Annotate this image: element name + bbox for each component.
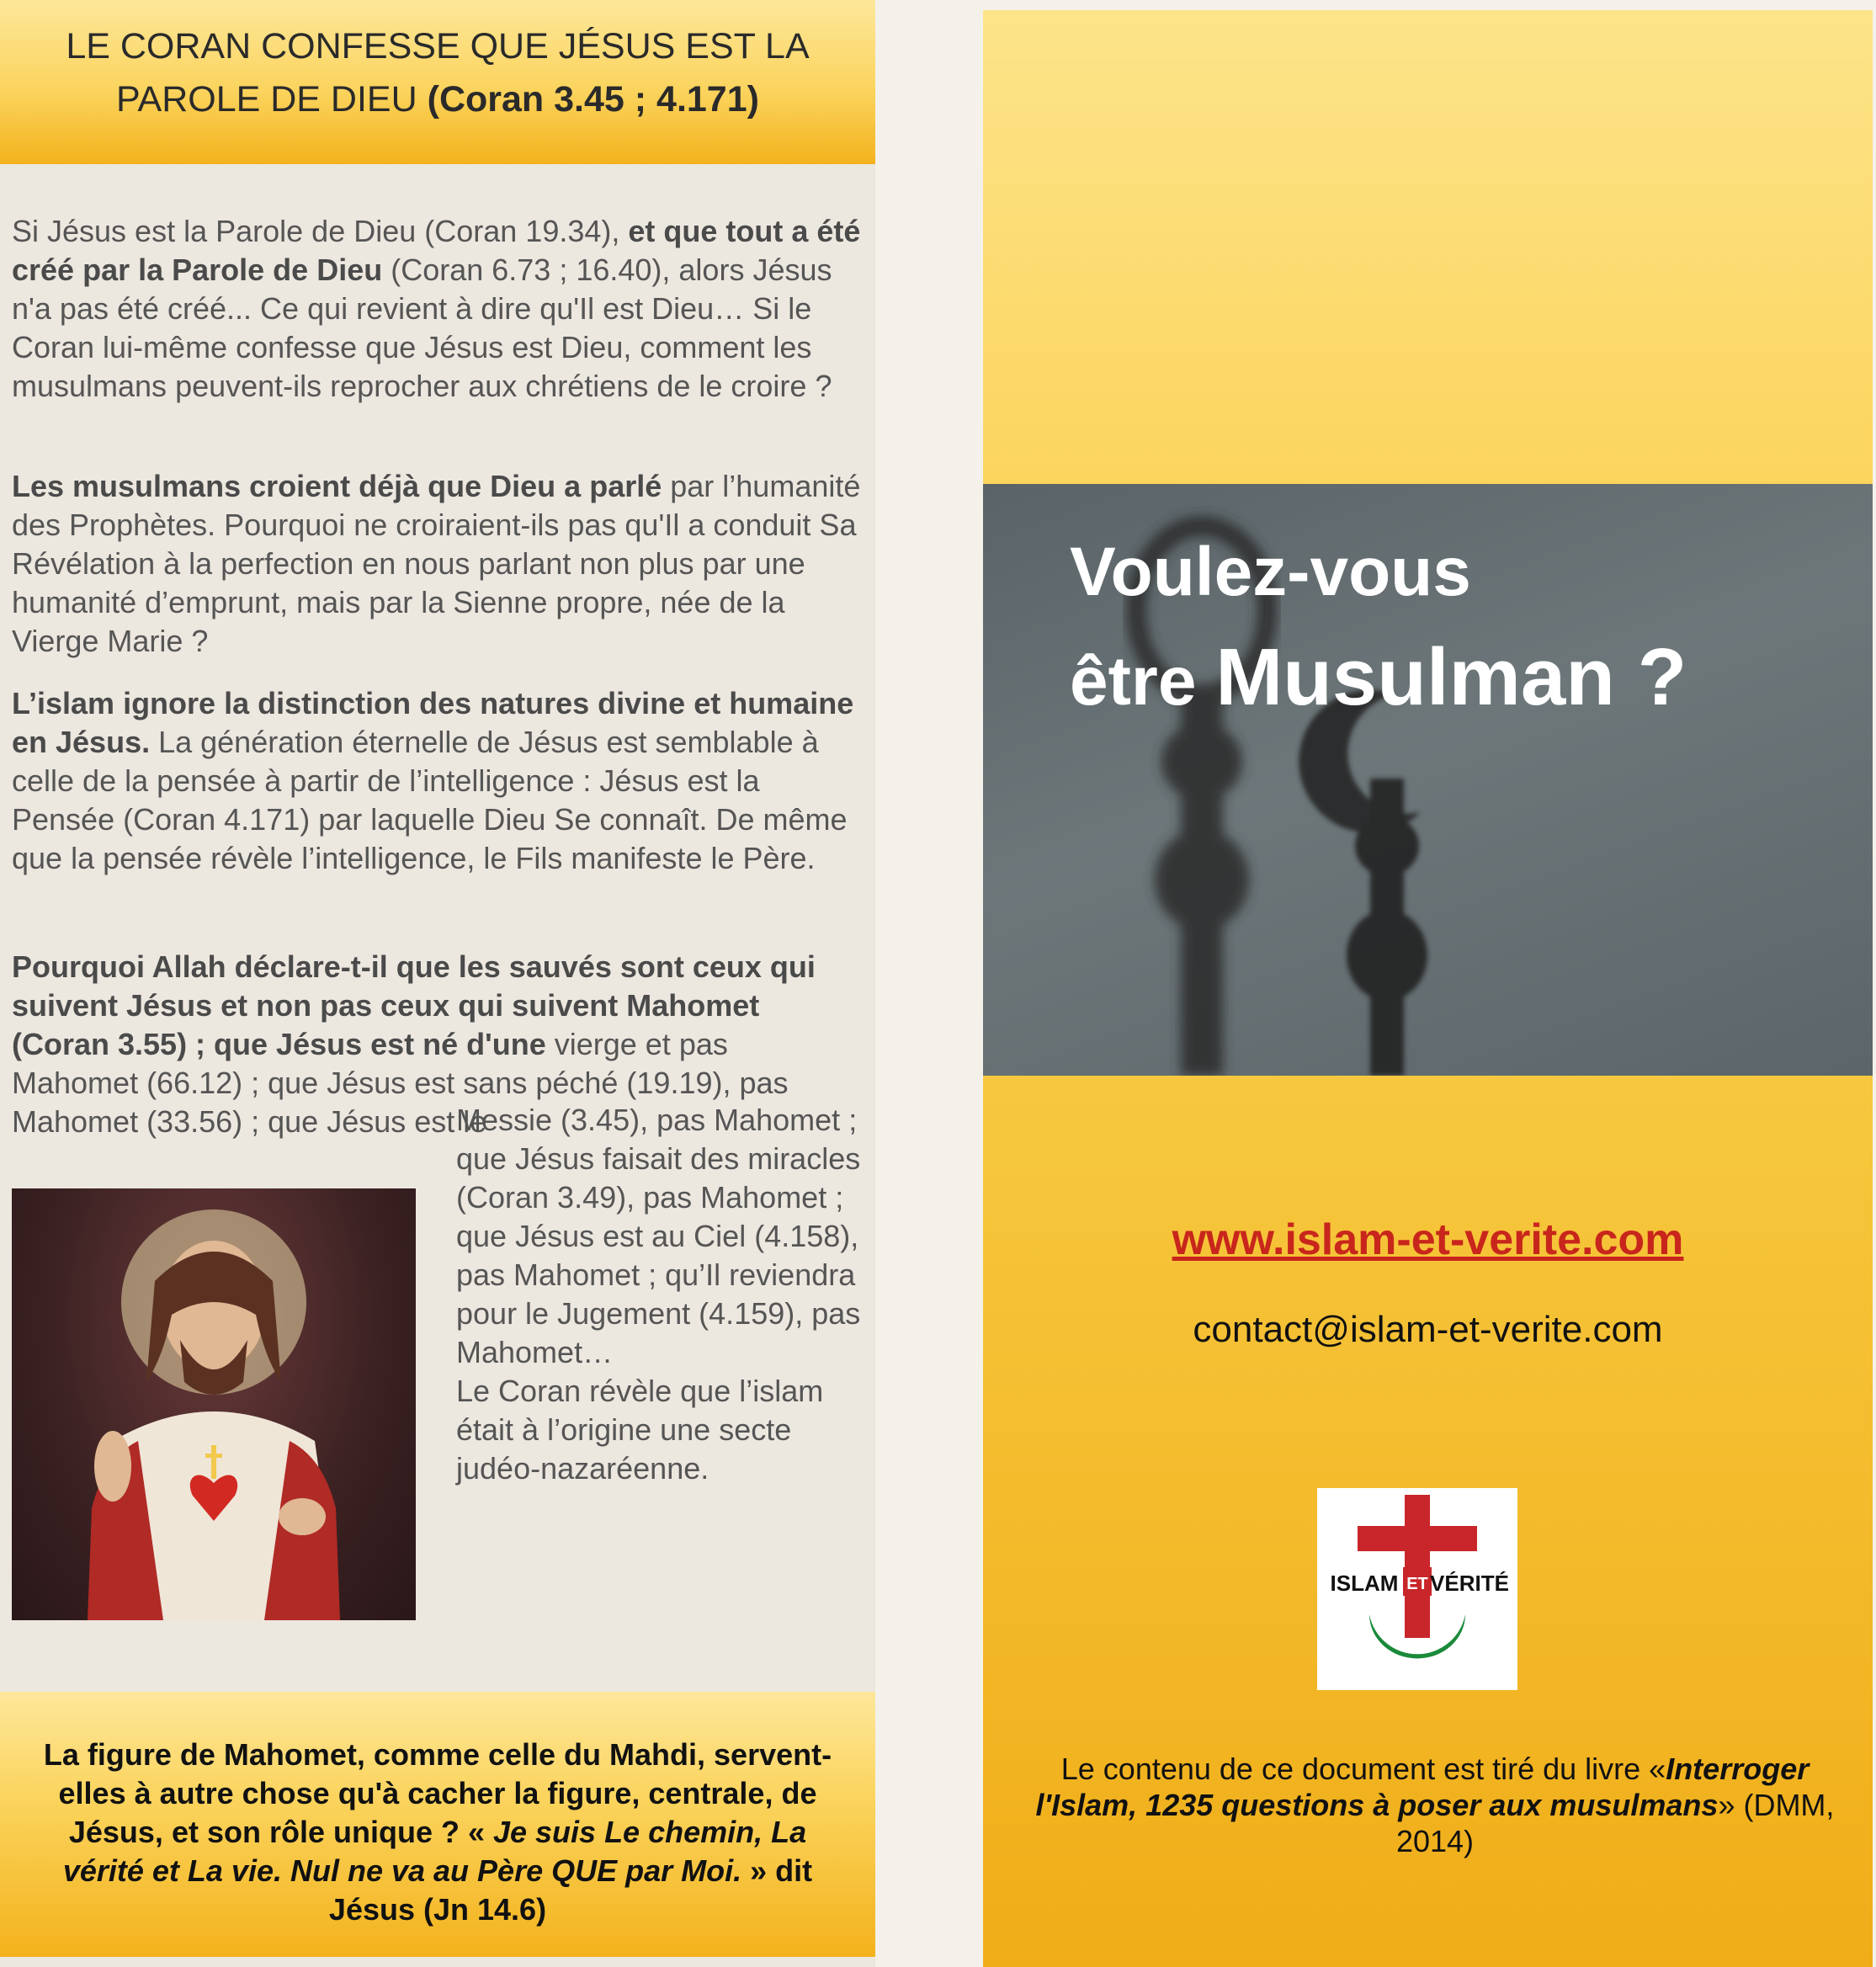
paragraph-prophetes: Les musulmans croient déjà que Dieu a parlé par l’humanité des Prophètes. Pourquoi ne croiraient-ils pas qu'Il a conduit Sa Révélation à la perfection en nous parlant non plus par une humanité d’emprunt, mais par la Sienne propre, née de la Vierge Marie ? [12, 469, 861, 658]
contact-email[interactable]: contact@islam-et-verite.com [1193, 1309, 1663, 1350]
moon-crescent-icon [1606, 736, 1729, 897]
logo-text-islam: ISLAM [1330, 1571, 1399, 1596]
cross-icon [1358, 1495, 1477, 1638]
website-link[interactable]: www.islam-et-verite.com [1172, 1215, 1684, 1264]
crescent-photo [983, 484, 1873, 1076]
left-header-title: LE CORAN CONFESSE QUE JÉSUS EST LA PAROLE DE DIEU (Coran 3.45 ; 4.171) [66, 26, 810, 120]
logo-text-et: ET [1406, 1575, 1428, 1593]
paragraph-parole: Si Jésus est la Parole de Dieu (Coran 19.34), et que tout a été créé par la Parole de Dieu (Coran 6.73 ; 16.40), alors Jésus n'a pas été créé... Ce qui revient à dire qu'Il est Dieu… Si le Coran lui-même confesse que Jésus est Dieu, comment les musulmans peuvent-ils reprocher aux chrétiens de le croire ? [12, 214, 861, 403]
left-footer [0, 1692, 875, 1957]
paragraph-pourquoi-allah: Pourquoi Allah déclare-t-il que les sauvés sont ceux qui suivent Jésus et non pas ceux qui suivent Mahomet (Coran 3.55) ; que Jésus est né d'une vierge et pas Mahomet (66.12) ; que Jésus est sans péché (19.19), pas Mahomet (33.56) ; que Jésus est le [12, 949, 816, 1139]
paragraph-natures: L’islam ignore la distinction des natures divine et humaine en Jésus. La génération éternelle de Jésus est semblable à celle de la pensée à partir de l’intelligence : Jésus est la Pensée (Coran 4.171) par laquelle Dieu Se connaît. De même que la pensée révèle l’intelligence, le Fils manifeste le Père. [12, 686, 854, 875]
sacred-heart-image [12, 1188, 416, 1620]
footer-quote: La figure de Mahomet, comme celle du Mahdi, servent-elles à autre chose qu'à cacher la figure, centrale, de Jésus, et son rôle unique ? « Je suis Le chemin, La vérité et La vie. Nul ne va au Père QUE par Moi. » dit Jésus (Jn 14.6) [43, 1737, 832, 1927]
left-header [0, 0, 875, 164]
islam-et-verite-logo [1317, 1488, 1517, 1690]
logo-text-verite: VÉRITÉ [1430, 1571, 1509, 1596]
source-note: Le contenu de ce document est tiré du livre «Interroger l'Islam, 1235 questions à poser aux musulmans» (DMM, 2014) [1035, 1752, 1835, 1858]
left-panel [0, 0, 875, 1967]
main-title: Voulez-vous être Musulman ? [1070, 534, 1687, 722]
paragraph-messie: Messie (3.45), pas Mahomet ; que Jésus faisait des miracles (Coran 3.49), pas Mahomet ; que Jésus est au Ciel (4.158), pas Mahomet ; qu’Il reviendra pour le Jugement (4.159), pas Mahomet… Le Coran révèle que l’islam était à l’origine une secte judéo-nazaréenne. [456, 1103, 861, 1486]
minaret-crescent-icon [1299, 690, 1427, 1076]
